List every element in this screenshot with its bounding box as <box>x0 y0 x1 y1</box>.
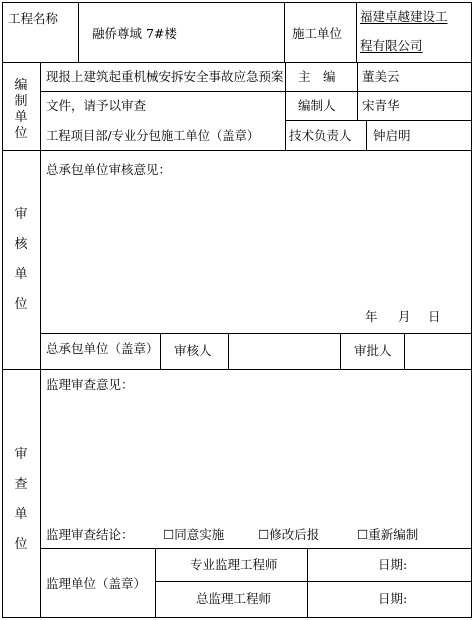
editor-label: 编制人 <box>298 98 336 113</box>
col-line-l <box>307 548 308 618</box>
review-seal-label: 总承包单位（盖章） <box>46 341 159 356</box>
col-line-i <box>340 333 341 369</box>
col-line-d <box>285 62 286 150</box>
row-line-7 <box>40 548 472 549</box>
project-name-value: 融侨尊域 7#楼 <box>92 26 177 41</box>
col-line-h <box>228 333 229 369</box>
review-opinion-label: 总承包单位审核意见： <box>46 162 172 177</box>
col-line-a <box>78 2 79 62</box>
reviewer-label: 审核人 <box>174 343 212 358</box>
option-revise-label: 修改后报 <box>269 527 320 542</box>
tech-lead-label: 技术负责人 <box>289 128 352 143</box>
chief-date-label: 日期: <box>378 591 408 606</box>
border-left <box>2 2 3 618</box>
checkbox-revise[interactable]: ☐ <box>258 527 270 542</box>
col-line-j <box>404 333 405 369</box>
supervision-section-label: 审查单位 <box>14 447 28 552</box>
col-line-f <box>366 120 367 150</box>
compile-section-label: 编制单位 <box>14 78 28 141</box>
editor-value: 宋青华 <box>362 98 400 113</box>
engineer-label: 专业监理工程师 <box>190 557 278 572</box>
review-section-label: 审核单位 <box>14 207 28 312</box>
border-right <box>471 2 472 618</box>
option-approve-label: 同意实施 <box>174 527 225 542</box>
col-line-k <box>155 548 156 618</box>
unit-seal-label: 工程项目部/专业分包施工单位（盖章） <box>46 129 260 143</box>
col-line-c <box>356 2 357 62</box>
contractor-label: 施工单位 <box>292 26 343 41</box>
checkbox-approve[interactable]: ☐ <box>163 527 175 542</box>
row-line-2 <box>40 91 472 92</box>
review-date-month: 月 <box>398 309 411 324</box>
approver-label: 审批人 <box>354 343 392 358</box>
project-name-label: 工程名称 <box>8 11 59 26</box>
contractor-value-line2: 程有限公司 <box>360 38 423 53</box>
option-revise[interactable] <box>258 527 319 543</box>
row-line-6 <box>2 369 472 370</box>
col-line-b <box>284 2 285 62</box>
col-line-label <box>40 62 41 618</box>
col-line-e <box>357 62 358 120</box>
row-line-4 <box>2 150 472 151</box>
border-top <box>2 2 472 3</box>
row-line-5 <box>40 333 472 334</box>
compile-desc-line1: 现报上建筑起重机械安拆安全事故应急预案 <box>46 69 284 84</box>
option-redo-label: 重新编制 <box>368 527 419 542</box>
option-approve[interactable] <box>163 527 224 543</box>
row-line-8 <box>155 581 472 582</box>
chief-editor-value: 董美云 <box>362 69 400 84</box>
supervision-conclusion-label: 监理审查结论： <box>46 527 134 542</box>
row-line-3 <box>285 120 472 121</box>
supervision-seal-label: 监理单位（盖章） <box>46 576 147 591</box>
engineer-date-label: 日期: <box>378 557 408 572</box>
chief-engineer-label: 总监理工程师 <box>196 591 272 606</box>
review-date-year: 年 <box>365 309 378 324</box>
compile-desc-line2: 文件，请予以审查 <box>46 98 147 113</box>
row-line-1 <box>2 62 472 63</box>
checkbox-redo[interactable]: ☐ <box>357 527 369 542</box>
supervision-opinion-label: 监理审查意见： <box>46 377 134 392</box>
col-line-g <box>160 333 161 369</box>
review-date-day: 日 <box>428 309 441 324</box>
border-bottom <box>2 617 472 618</box>
tech-lead-value: 钟启明 <box>373 128 411 143</box>
contractor-value-line1: 福建卓越建设工 <box>360 9 448 24</box>
chief-editor-label: 主 编 <box>298 69 336 84</box>
option-redo[interactable] <box>357 527 418 543</box>
